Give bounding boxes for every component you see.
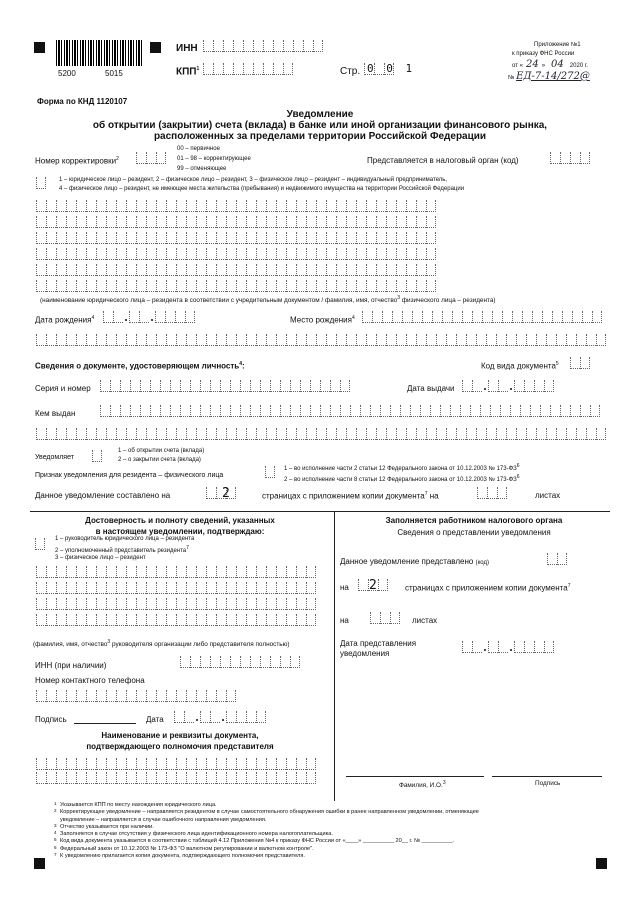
sign-label: Признак уведомления для резидента – физического лица [35, 472, 224, 479]
kpp-field[interactable] [203, 63, 293, 75]
marker-top-left [34, 42, 45, 53]
form-title-2: об открытии (закрытии) счета (вклада) в банке или иной организации финансового рынка, [92, 120, 548, 131]
identity-doc-title: Сведения о документе, удостоверяющем личность$^4$: [35, 361, 245, 371]
footnote-item: 7 К уведомлению прилагается копия документа, подтверждающего полномочия представителя. [54, 852, 305, 860]
grid-row[interactable] [36, 614, 316, 626]
grid-row[interactable] [36, 334, 606, 346]
birth-place-label: Место рождения$^4$ [290, 315, 355, 325]
tax-authority-field[interactable] [550, 152, 590, 164]
staff-na-label: на [340, 583, 349, 592]
pages-value: 2 [222, 486, 233, 501]
grid-row[interactable] [36, 248, 436, 260]
confirm-title-2: в настоящем уведомлении, подтверждаю: [95, 527, 265, 536]
grid-row[interactable] [36, 566, 316, 578]
notify-label: Уведомляет [35, 454, 74, 461]
grid-row[interactable] [362, 311, 602, 323]
confirm-inn-field[interactable] [180, 656, 300, 668]
fio-caption: (фамилия, имя, отчество$^3$ руководителя организации либо представителя полностью) [33, 639, 290, 649]
footnote-item: 5 Код вида документа указывается в соответствии с таблицей 4.12 Приложения №4 к приказу ФНС России от «____» __________ 20__ г. № __________. [54, 837, 455, 845]
issue-date-label: Дата выдачи [407, 384, 455, 393]
staff-sheets-field[interactable] [370, 612, 400, 624]
tax-authority-label: Представляется в налоговый орган (код) [367, 156, 519, 165]
sign-field[interactable] [265, 466, 275, 478]
grid-row[interactable] [36, 772, 316, 784]
barcode-number-right: 5015 [105, 69, 123, 78]
staff-sheets-label: листах [412, 616, 438, 625]
correction-field[interactable] [136, 152, 166, 164]
name-caption: (наименование юридического лица – резидента в соответствии с учредительным документом / фамилия, имя, отчество$^3$ физического лица – резидента) [40, 295, 496, 305]
correction-option-1: 00 – первичное [177, 146, 220, 152]
sheets-label: листах [535, 491, 561, 500]
staff-pages-text: страницах с приложением копии документа$^7$ [405, 583, 571, 593]
grid-row[interactable] [36, 200, 436, 212]
grid-row[interactable] [36, 280, 436, 292]
issued-by-label: Кем выдан [35, 409, 76, 418]
doc-code-label: Код вида документа$^5$ [481, 361, 559, 371]
sheets-field[interactable] [477, 487, 507, 499]
grid-row[interactable] [36, 758, 316, 770]
barcode [56, 40, 142, 66]
grid-row[interactable] [36, 232, 436, 244]
appendix-line-1: Приложение №1 [534, 42, 581, 48]
page-number: 0 0 1 [367, 62, 416, 75]
barcode-number-left: 5200 [58, 69, 76, 78]
staff-fio-line[interactable] [346, 776, 484, 777]
staff-subtitle: Сведения о представлении уведомления [397, 528, 551, 537]
form-title-3: расположенных за пределами территории Российской Федерации [153, 131, 487, 142]
authority-doc-title-2: подтверждающего полномочия представителя [86, 742, 274, 751]
correction-option-3: 99 – отменяющее [177, 166, 227, 172]
staff-title: Заполняется работником налогового органа [385, 516, 563, 525]
footnotes [54, 801, 610, 860]
confirm-role-option-2: 2 – уполномоченный представитель резидента$^7$ [55, 545, 189, 554]
staff-pages-value: 2 [369, 578, 380, 593]
issue-date-field[interactable] [462, 380, 554, 392]
pages-text: страницах с приложением копии документа$^7$ на [262, 491, 439, 501]
notify-field[interactable] [92, 450, 102, 462]
confirm-date-field[interactable] [174, 711, 266, 723]
staff-signature-line[interactable] [492, 776, 602, 777]
grid-row[interactable] [36, 428, 606, 440]
kpp-label: КПП$^1$ [176, 66, 200, 78]
notify-option-1: 1 – об открытии счета (вклада) [118, 448, 205, 454]
resident-type-field[interactable] [36, 177, 46, 189]
inn-field[interactable] [203, 40, 323, 52]
presentation-date-label-1: Дата представления [340, 639, 417, 648]
staff-na2-label: на [340, 616, 349, 625]
marker-bottom-left [34, 858, 45, 869]
resident-type-line-2: 4 – физическое лицо – резидент, не имеющее места жительства (пребывания) и недвижимого имущества на территории Российской Федерации [59, 186, 465, 192]
inn-label: ИНН [176, 43, 198, 54]
form-knd: Форма по КНД 1120107 [37, 97, 128, 106]
presentation-date-label-2: уведомления [340, 649, 390, 658]
confirm-role-option-1: 1 – руководитель юридического лица – резидента [55, 536, 195, 542]
sign-option-1: 1 – во исполнение части 2 статьи 12 Федерального закона от 10.12.2003 № $173-ФЗ^6$ [284, 463, 520, 472]
footnote-item: 3 Отчество указывается при наличии. [54, 822, 154, 830]
notify-option-2: 2 – о закрытии счета (вклада) [118, 457, 201, 463]
signature-label: Подпись [35, 715, 67, 724]
resident-type-line-1: 1 – юридическое лицо – резидент, 2 – физическое лицо – резидент, 3 – физическое лицо – резидент – индивидуальный предприниматель, [59, 177, 448, 183]
birth-date-label: Дата рождения$^4$ [35, 315, 95, 325]
staff-fio-label: Фамилия, И.О.$^3$ [399, 780, 446, 790]
correction-label: Номер корректировки$^2$ [35, 156, 119, 166]
grid-row[interactable] [36, 582, 316, 594]
grid-row[interactable] [36, 216, 436, 228]
grid-row[interactable] [36, 690, 236, 702]
section-vertical-divider [334, 511, 335, 801]
birth-date-field[interactable] [103, 311, 195, 323]
footnote-item: 4 Заполняется в случае отсутствия у физического лица идентификационного номера налогоплательщика. [54, 830, 333, 838]
presentation-date-field[interactable] [462, 641, 554, 653]
grid-row[interactable] [100, 405, 600, 417]
page-label: Стр. [340, 66, 361, 77]
staff-signature-label: Подпись [535, 780, 561, 787]
appendix-line-2: к приказу ФНС России [512, 51, 575, 57]
presented-label: Данное уведомление представлено (код) [340, 557, 489, 566]
series-label: Серия и номер [35, 384, 91, 393]
date-label: Дата [146, 715, 164, 724]
confirm-role-field[interactable] [35, 538, 45, 550]
confirm-inn-label: ИНН (при наличии) [35, 661, 107, 670]
footnote-item: 1 Указывается КПП по месту нахождения юридического лица. [54, 801, 217, 808]
footnote-item: 6 Федеральный закон от 10.12.2003 № 173-ФЗ "О валютном регулировании и валютном контроле". [54, 844, 314, 852]
section-divider [30, 511, 610, 512]
presented-code-field[interactable] [547, 553, 567, 565]
signature-line[interactable] [74, 723, 136, 724]
grid-row[interactable] [36, 264, 436, 276]
appendix-date: от « 24 » 04 2020 г. [512, 59, 588, 70]
grid-row[interactable] [100, 380, 350, 392]
sign-option-2: 2 – во исполнение части 8 статьи 12 Федерального закона от 10.12.2003 № $173-ФЗ^6$ [284, 474, 520, 483]
confirm-title-1: Достоверность и полноту сведений, указанных [85, 516, 275, 525]
doc-code-field[interactable] [570, 357, 590, 369]
correction-option-2: 01 – 98 – корректирующее [177, 156, 251, 162]
phone-label: Номер контактного телефона [35, 676, 145, 685]
footnote-item: уведомление – направляется в случае ошибочного направления уведомления. [60, 816, 267, 823]
footnote-item: 2 Корректирующее уведомление – направляется резидентом в случае самостоятельного обнаружения ошибки в ранее направленном уведомлении, отменяющее [54, 808, 479, 816]
form-title-1: Уведомление [286, 109, 354, 120]
grid-row[interactable] [36, 598, 316, 610]
appendix-number: № ЕД-7-14/272@ [508, 71, 590, 82]
authority-doc-title-1: Наименование и реквизиты документа, [101, 731, 259, 740]
pages-label: Данное уведомление составлено на [35, 491, 171, 500]
marker-top-right [150, 42, 161, 53]
confirm-role-option-3: 3 – физическое лицо – резидент [55, 555, 146, 561]
